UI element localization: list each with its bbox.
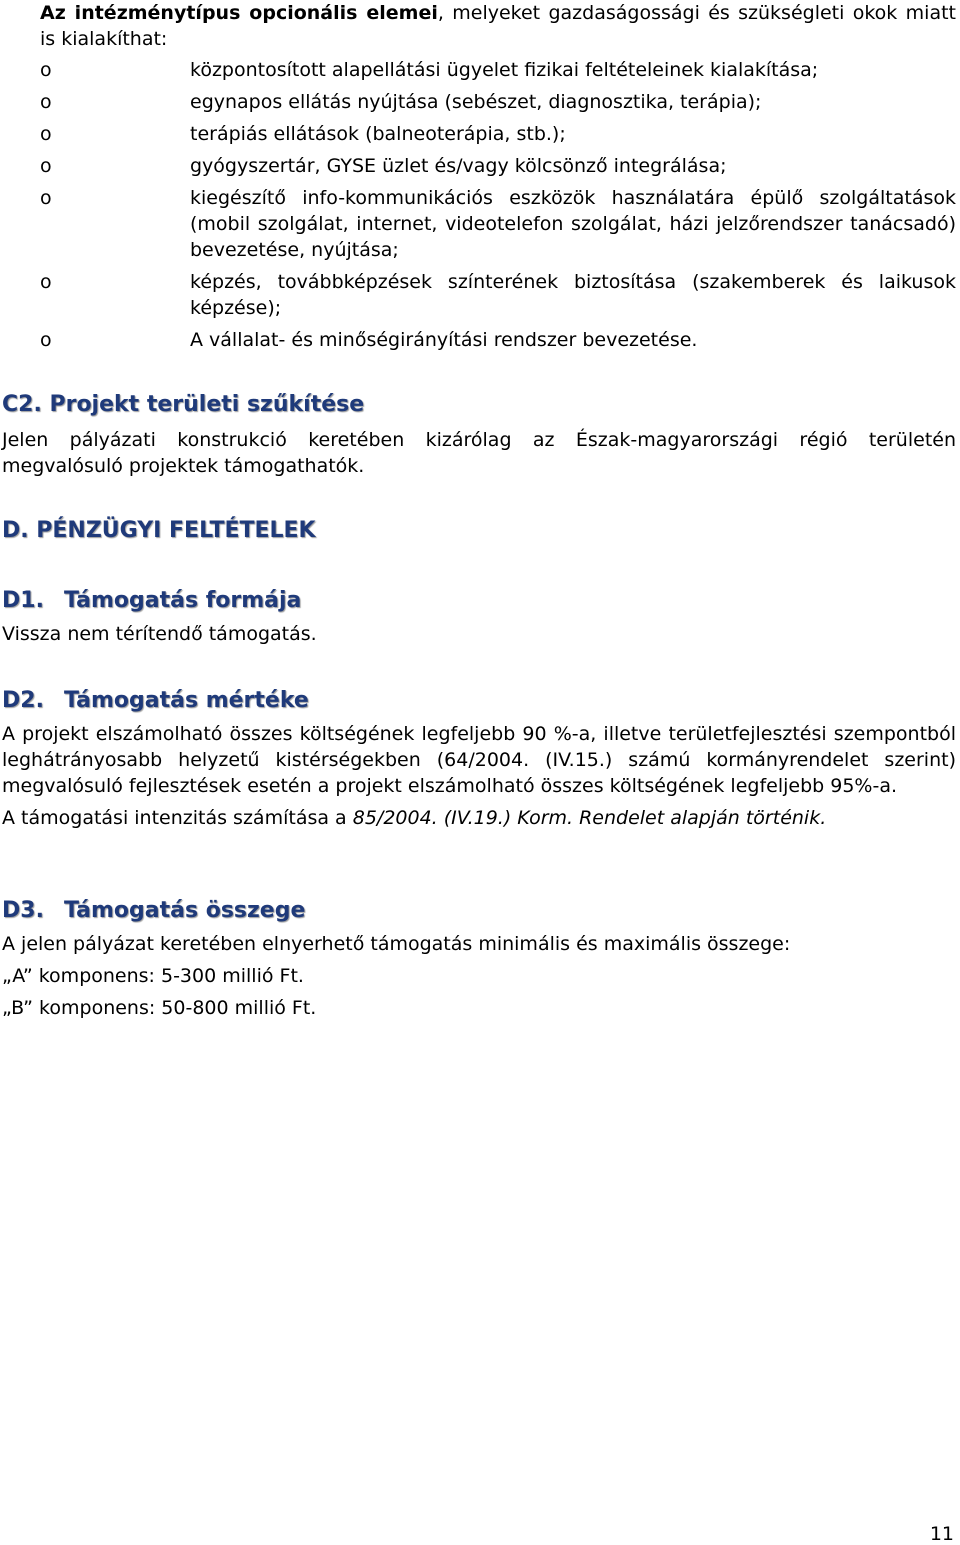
list-item: o egynapos ellátás nyújtása (sebészet, diagnosztika, terápia);	[40, 91, 762, 113]
section-d	[2, 517, 956, 545]
d2-text: A projekt elszámolható összes költségének legfeljebb 90 %-a, illetve területfejlesztési szempontból leghátrányosabb helyzetű kistérségekben (64/2004. (IV.15.) számú kormányrendelet szerint) megvalósuló fejlesztések esetén a projekt elszámolható összes költségének legfeljebb 95%-a.	[2, 723, 956, 797]
bullet-mark: o	[40, 271, 52, 293]
optional-elements-list	[40, 57, 956, 359]
section-heading-d1: D1. Támogatás formája	[2, 588, 302, 613]
section-heading-d2: D2. Támogatás mértéke	[2, 688, 309, 713]
intro-rest: , melyeket gazdaságossági és szükségleti okok miatt is kialakíthat:	[40, 2, 956, 50]
section-d2	[2, 687, 956, 831]
d3-component-a: „A” komponens: 5-300 millió Ft.	[2, 965, 304, 987]
section-c2	[2, 391, 956, 479]
list-item: o kiegészítő info-kommunikációs eszközök használatára épülő szolgáltatások (mobil szolgálat, internet, videotelefon szolgálat, házi jelzőrendszer tanácsadó) bevezetése, nyújtása;	[40, 187, 956, 261]
c2-text: Jelen pályázati konstrukció keretében kizárólag az Észak-magyarországi régió területén megvalósuló projektek támogathatók.	[2, 429, 956, 477]
section-heading-d3: D3. Támogatás összege	[2, 898, 306, 923]
d2-text-intensity: A támogatási intenzitás számítása a 85/2004. (IV.19.) Korm. Rendelet alapján történik.	[2, 807, 827, 829]
list-item: o terápiás ellátások (balneoterápia, stb.);	[40, 123, 566, 145]
list-item: o gyógyszertár, GYSE üzlet és/vagy kölcsönző integrálása;	[40, 155, 727, 177]
section-heading-c2: C2. Projekt területi szűkítése	[2, 392, 365, 417]
bullet-mark: o	[40, 91, 52, 113]
section-d3	[2, 897, 956, 1021]
list-item: o központosított alapellátási ügyelet fizikai feltételeinek kialakítása;	[40, 59, 819, 81]
bullet-mark: o	[40, 329, 52, 351]
page-number: 11	[929, 1523, 954, 1545]
bullet-mark: o	[40, 123, 52, 145]
list-item: o képzés, továbbképzések színterének biztosítása (szakemberek és laikusok képzése);	[40, 271, 956, 319]
bullet-mark: o	[40, 155, 52, 177]
d3-component-b: „B” komponens: 50-800 millió Ft.	[2, 997, 317, 1019]
intro-paragraph	[40, 0, 956, 52]
list-item: o A vállalat- és minőségirányítási rendszer bevezetése.	[40, 329, 698, 351]
section-d1	[2, 587, 956, 647]
section-heading-d: D. PÉNZÜGYI FELTÉTELEK	[2, 518, 316, 543]
bullet-mark: o	[40, 187, 52, 209]
d3-text: A jelen pályázat keretében elnyerhető támogatás minimális és maximális összege:	[2, 933, 791, 955]
d1-text: Vissza nem térítendő támogatás.	[2, 623, 317, 645]
bullet-mark: o	[40, 59, 52, 81]
intro-lead: Az intézménytípus opcionális elemei	[40, 2, 438, 24]
